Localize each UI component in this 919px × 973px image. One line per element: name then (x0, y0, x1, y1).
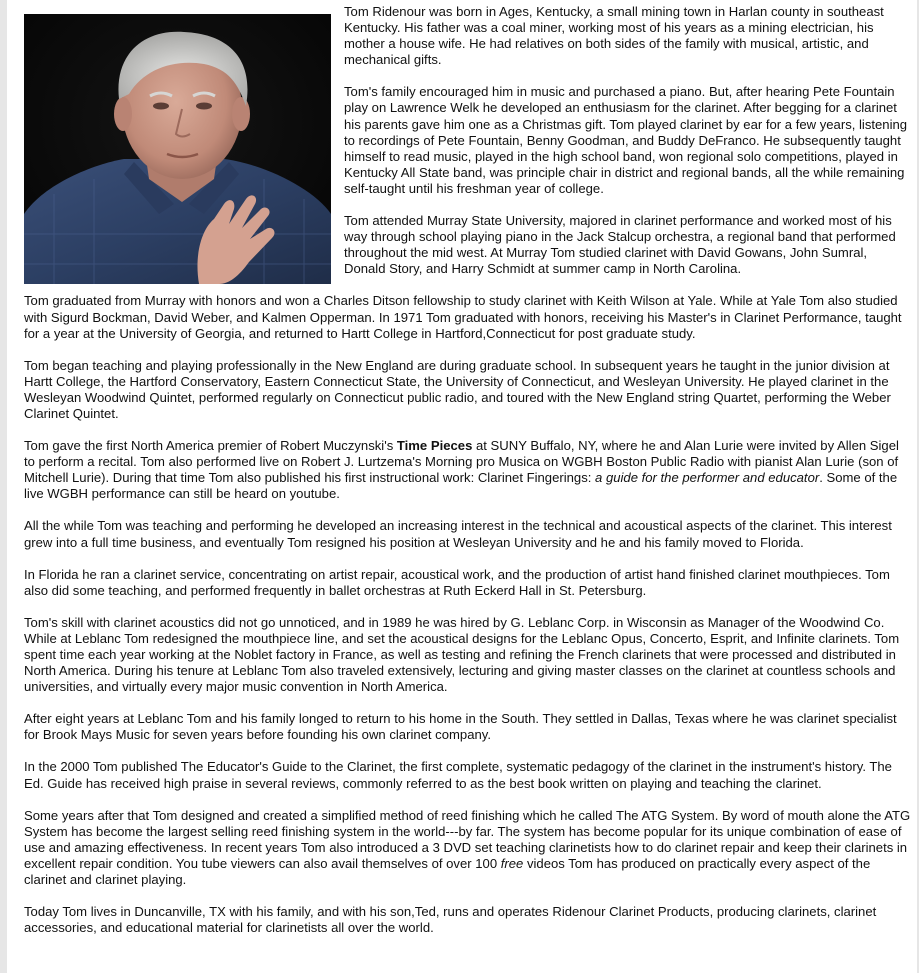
premier-text-b: at SUNY Buffalo, NY, where he and Alan Lurie were invited by Allen Sigel to perform a recital. Tom also performed live on Robert J. Lurtzema's Morning pro Musica on WGBH Boston Public Radio with pianist Alan Lurie (son of Mitchell Lurie). During that time Tom also published his first instructional work: Clarinet Fingerings: (24, 438, 899, 486)
atg-text-b: videos Tom has produced on practically every aspect of the clarinet and clarinet playing. (24, 855, 871, 888)
portrait-photo (24, 14, 331, 284)
premier-book-subtitle: a guide for the performer and educator (595, 470, 820, 486)
bio-article (24, 2, 912, 952)
bio-paragraph-atg-system (24, 808, 912, 888)
atg-text-a: Some years after that Tom designed and created a simplified method of reed finishing which he called The ATG System. By word of mouth alone the ATG System has become the largest selling reed finishing system in the world---by far. The system has become popular for its unique combination of ease of use and amazing effectiveness. In recent years Tom also introduced a 3 DVD set teaching clarinetists how to do clarinet repair and keep their clarinets in excellent repair condition. You tube viewers can also avail themselves of over 100 (24, 807, 911, 871)
bio-paragraph-early-life: Tom Ridenour was born in Ages, Kentucky, a small mining town in Harlan county in southeast Kentucky. His father was a coal miner, working most of his years as a mining electrician, his mother a house wife. He had relatives on both sides of the family with musical, artistic, and mechanical gifts. (344, 4, 884, 68)
premier-work-title: Time Pieces (396, 438, 473, 454)
bio-paragraph-today: Today Tom lives in Duncanville, TX with his family, and with his son,Ted, runs and operates Ridenour Clarinet Products, producing clarinets, clarinet accessories, and educational material for clarinetists all over the world. (24, 904, 877, 936)
bio-paragraph-dallas: After eight years at Leblanc Tom and his family longed to return to his home in the South. They settled in Dallas, Texas where he was clarinet specialist for Brook Mays Music for seven years before founding his own clarinet company. (24, 711, 897, 743)
bio-paragraph-florida: In Florida he ran a clarinet service, concentrating on artist repair, acoustical work, and the production of artist hand finished clarinet mouthpieces. Tom also did some teaching, and performed frequently in ballet orchestras at Ruth Eckerd Hall in St. Petersburg. (24, 566, 890, 598)
premier-text-a: Tom gave the first North America premier of Robert Muczynski's (24, 438, 397, 454)
bio-paragraph-new-england: Tom began teaching and playing professionally in the New England are during graduate school. In subsequent years he taught in the junior division at Hartt College, the Hartford Conservatory, Eastern Connecticut State, the University of Connecticut, and Wesleyan University. He played clarinet in the Wesleyan Woodwind Quintet, performed regularly on Connecticut public radio, and toured with the New England string Quartet, performing the Weber Clarinet Quintet. (24, 357, 891, 421)
atg-free-word: free (500, 855, 524, 871)
bio-paragraph-acoustics-interest: All the while Tom was teaching and performing he developed an increasing interest in the technical and acoustical aspects of the clarinet. This interest grew into a full time business, and eventually Tom resigned his position at Wesleyan University and he and his family moved to Florida. (24, 518, 892, 550)
bio-paragraph-premier (24, 438, 912, 502)
bio-paragraph-murray-state: Tom attended Murray State University, majored in clarinet performance and worked most of his way through school playing piano in the Jack Stalcup orchestra, a regional band that performed throughout the mid west. At Murray Tom studied clarinet with David Gowans, John Sumral, Donald Story, and Harry Schmidt at summer camp in North Carolina. (344, 213, 896, 277)
bio-paragraph-educators-guide: In the 2000 Tom published The Educator's Guide to the Clarinet, the first complete, systematic pedagogy of the clarinet in the instrument's history. The Ed. Guide has received high praise in several reviews, commonly referred to as the best book written on playing and teaching the clarinet. (24, 759, 892, 791)
premier-text-c: . Some of the live WGBH performance can still be heard on youtube. (24, 470, 898, 502)
bio-paragraph-leblanc: Tom's skill with clarinet acoustics did not go unnoticed, and in 1989 he was hired by G. Leblanc Corp. in Wisconsin as Manager of the Woodwind Co. While at Leblanc Tom redesigned the mouthpiece line, and set the acoustical designs for the Leblanc Opus, Concerto, Esprit, and Infinite clarinets. Tom spent time each year working at the Noblet factory in France, as well as testing and refining the French clarinets that were processed and distributed in North America. During his tenure at Leblanc Tom also traveled extensively, lecturing and giving master classes on the clarinet at countless schools and universities, and virtually every major music convention in North America. (24, 614, 900, 695)
bio-paragraph-yale: Tom graduated from Murray with honors and won a Charles Ditson fellowship to study clarinet with Keith Wilson at Yale. While at Yale Tom also studied with Sigurd Bockman, David Weber, and Kalmen Opperman. In 1971 Tom graduated with honors, receiving his Master's in Clarinet Performance, taught for a year at the University of Georgia, and returned to Hartt College in Hartford,Connecticut for post graduate study. (24, 293, 902, 341)
page (7, 0, 917, 973)
bio-paragraph-musical-beginnings: Tom's family encouraged him in music and purchased a piano. But, after hearing Pete Fountain play on Lawrence Welk he developed an enthusiasm for the clarinet. After begging for a clarinet his parents gave him one as a Christmas gift. Tom played clarinet by ear for a few years, listening to recordings of Pete Fountain, Benny Goodman, and Buddy DeFranco. He subsequently taught himself to read music, played in the high school band, won regional solo competitions, played in Kentucky All State band, was principle chair in district and regional bands, all the while remaining self-taught until his freshman year of college. (344, 84, 908, 196)
